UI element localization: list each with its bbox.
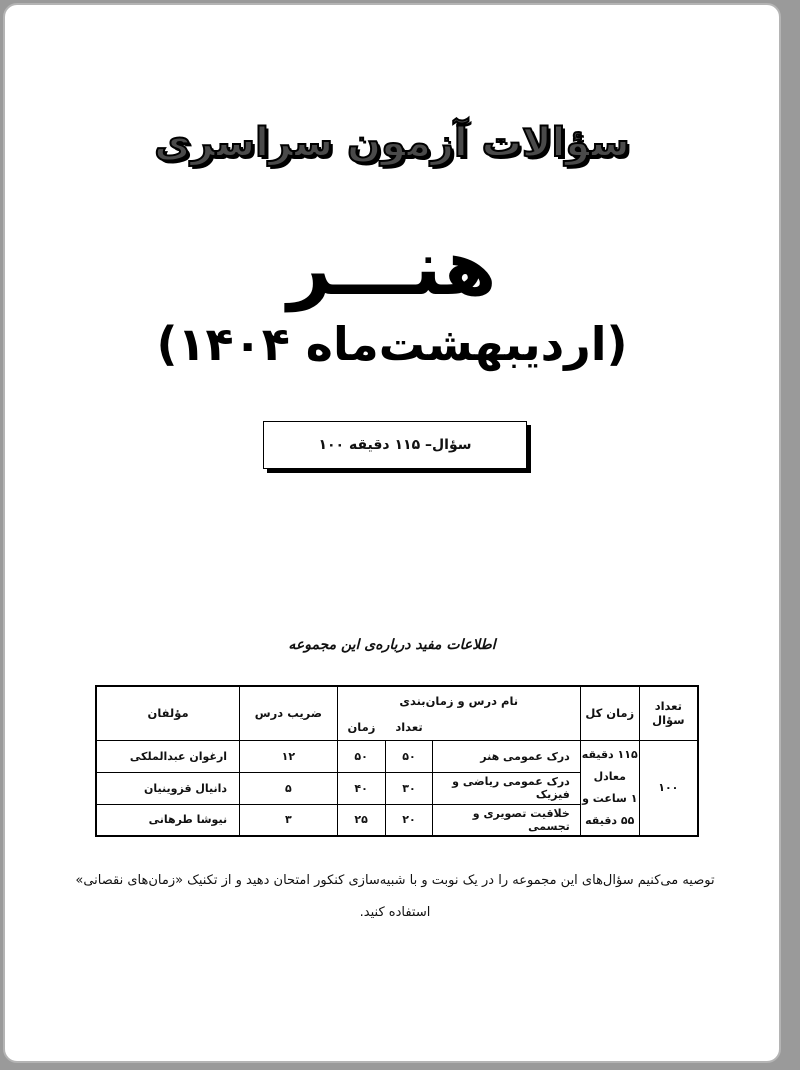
question-time-text: ۱۰۰ سؤال– ۱۱۵ دقیقه [318, 437, 472, 453]
exam-date: (اردیبهشت‌ماه ۱۴۰۴) [156, 317, 628, 371]
total-time-line: معادل [593, 769, 626, 783]
section-heading: اطلاعات مفید درباره‌ی این مجموعه [288, 637, 496, 653]
booklet-page [3, 3, 781, 1063]
question-time-box [263, 421, 527, 469]
total-time-cell [580, 740, 639, 836]
course-author: نیوشا طرهانی [96, 804, 240, 836]
header-coefficient: ضریب درس [240, 686, 338, 740]
header-course-name-blank [433, 714, 580, 740]
course-count: ۵۰ [385, 740, 433, 772]
header-question-count: تعداد سؤال [639, 686, 698, 740]
recommendation-note: توصیه می‌کنیم سؤال‌های این مجموعه را در یک نوبت و با شبیه‌سازی کنکور امتحان دهید و از تکنیک «زمان‌های نقصانی» استفاده کنید. [75, 873, 715, 920]
exam-title: سؤالات آزمون سراسری [154, 120, 630, 166]
table-row [96, 740, 698, 772]
header-course-timing: نام درس و زمان‌بندی [337, 686, 580, 714]
total-time-line: ۵۵ دقیقه [585, 813, 635, 827]
course-name: درک عمومی هنر [433, 740, 580, 772]
course-time: ۲۵ [337, 804, 385, 836]
course-name: درک عمومی ریاضی و فیزیک [433, 772, 580, 804]
course-coefficient: ۳ [240, 804, 338, 836]
course-author: دانیال قزوینیان [96, 772, 240, 804]
question-count-cell: ۱۰۰ [639, 740, 698, 836]
info-table [95, 685, 699, 837]
course-count: ۲۰ [385, 804, 433, 836]
total-time-line: ۱۱۵ دقیقه [581, 747, 638, 761]
subject-title: هنـــر [287, 223, 497, 312]
total-time-line: ۱ ساعت و [582, 791, 638, 805]
course-author: ارغوان عبدالملکی [96, 740, 240, 772]
course-time: ۵۰ [337, 740, 385, 772]
header-total-time: زمان کل [580, 686, 639, 740]
course-name: خلاقیت تصویری و تجسمی [433, 804, 580, 836]
course-coefficient: ۵ [240, 772, 338, 804]
header-count: تعداد [385, 714, 433, 740]
course-time: ۴۰ [337, 772, 385, 804]
course-coefficient: ۱۲ [240, 740, 338, 772]
header-authors: مؤلفان [96, 686, 240, 740]
course-count: ۳۰ [385, 772, 433, 804]
header-time: زمان [337, 714, 385, 740]
